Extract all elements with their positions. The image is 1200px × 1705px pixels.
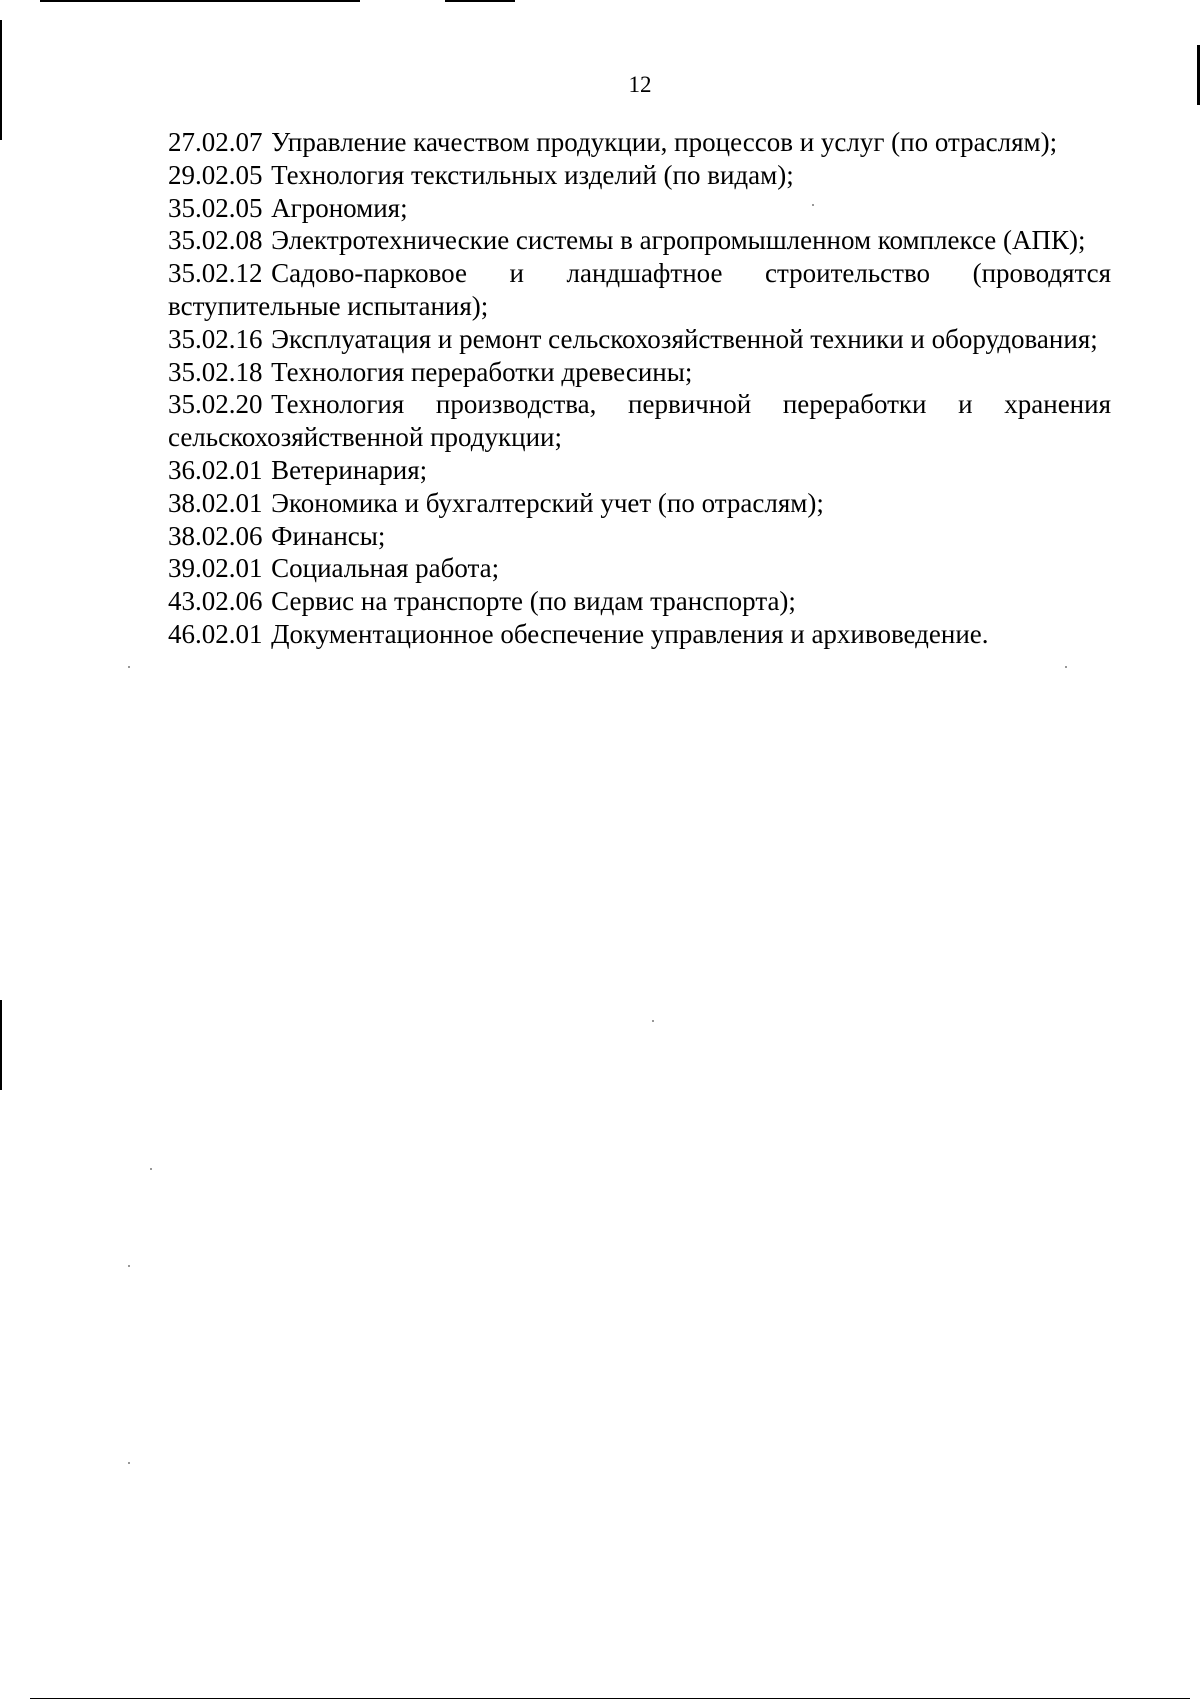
scan-speck xyxy=(128,666,130,668)
specialty-entry xyxy=(168,323,1111,356)
specialty-code: 27.02.07 xyxy=(168,127,263,157)
specialty-title: Технология переработки древесины; xyxy=(271,356,693,387)
specialty-entry xyxy=(168,224,1111,257)
scan-speck xyxy=(1065,666,1067,668)
specialty-code: 43.02.06 xyxy=(168,586,263,617)
specialty-entry xyxy=(168,192,1111,225)
scan-edge-line xyxy=(40,0,360,2)
specialty-code: 36.02.01 xyxy=(168,454,263,485)
specialty-entry xyxy=(168,356,1111,389)
specialty-title: Социальная работа; xyxy=(271,553,500,584)
specialty-title: Управление качеством продукции, процессов и услуг (по отраслям); xyxy=(271,127,1058,157)
specialty-title: Эксплуатация и ремонт сельскохозяйственной техники и оборудования; xyxy=(271,323,1098,354)
specialty-title: Садово-парковое и ландшафтное строительство (проводятся вступительные испытания); xyxy=(168,258,1111,321)
specialty-title: Финансы; xyxy=(271,520,386,551)
specialty-code: 35.02.12 xyxy=(168,258,263,289)
specialty-entry xyxy=(168,257,1111,323)
specialty-entry xyxy=(168,552,1111,585)
specialty-entry xyxy=(168,126,1111,159)
specialty-title: Ветеринария; xyxy=(271,454,428,485)
specialty-code: 29.02.05 xyxy=(168,159,263,190)
specialty-title: Сервис на транспорте (по видам транспорта); xyxy=(271,586,796,617)
specialty-code: 35.02.20 xyxy=(168,389,263,420)
scan-speck xyxy=(128,1462,130,1464)
specialty-title: Экономика и бухгалтерский учет (по отраслям); xyxy=(271,487,824,518)
scan-speck xyxy=(128,1265,130,1267)
specialty-code: 46.02.01 xyxy=(168,618,263,649)
specialty-code: 35.02.18 xyxy=(168,356,263,387)
specialty-title: Технология производства, первичной переработки и хранения сельскохозяйственной продукции; xyxy=(168,389,1111,453)
scan-speck xyxy=(150,1168,152,1170)
specialty-entry xyxy=(168,487,1111,520)
specialty-code: 39.02.01 xyxy=(168,553,263,584)
specialty-code: 35.02.16 xyxy=(168,323,263,354)
scan-speck xyxy=(652,1020,654,1022)
specialty-entry xyxy=(168,454,1111,487)
specialty-code: 38.02.01 xyxy=(168,487,263,518)
specialty-entry xyxy=(168,618,1111,651)
specialty-entry xyxy=(168,585,1111,618)
specialty-title: Агрономия; xyxy=(271,192,408,223)
specialty-code: 35.02.08 xyxy=(168,225,263,256)
specialty-entry xyxy=(168,159,1111,192)
specialty-entry xyxy=(168,520,1111,553)
specialty-title: Документационное обеспечение управления и архивоведение. xyxy=(271,618,989,649)
specialty-code: 38.02.06 xyxy=(168,520,263,551)
scan-edge-line xyxy=(0,1000,2,1090)
specialty-title: Электротехнические системы в агропромышленном комплексе (АПК); xyxy=(271,225,1086,256)
specialty-code: 35.02.05 xyxy=(168,192,263,223)
specialty-list xyxy=(168,126,1111,651)
page-number: 12 xyxy=(628,72,652,97)
scan-edge-line xyxy=(445,0,515,2)
scan-edge-line xyxy=(30,1698,1190,1699)
specialty-entry xyxy=(168,388,1111,454)
specialty-title: Технология текстильных изделий (по видам); xyxy=(271,159,794,190)
